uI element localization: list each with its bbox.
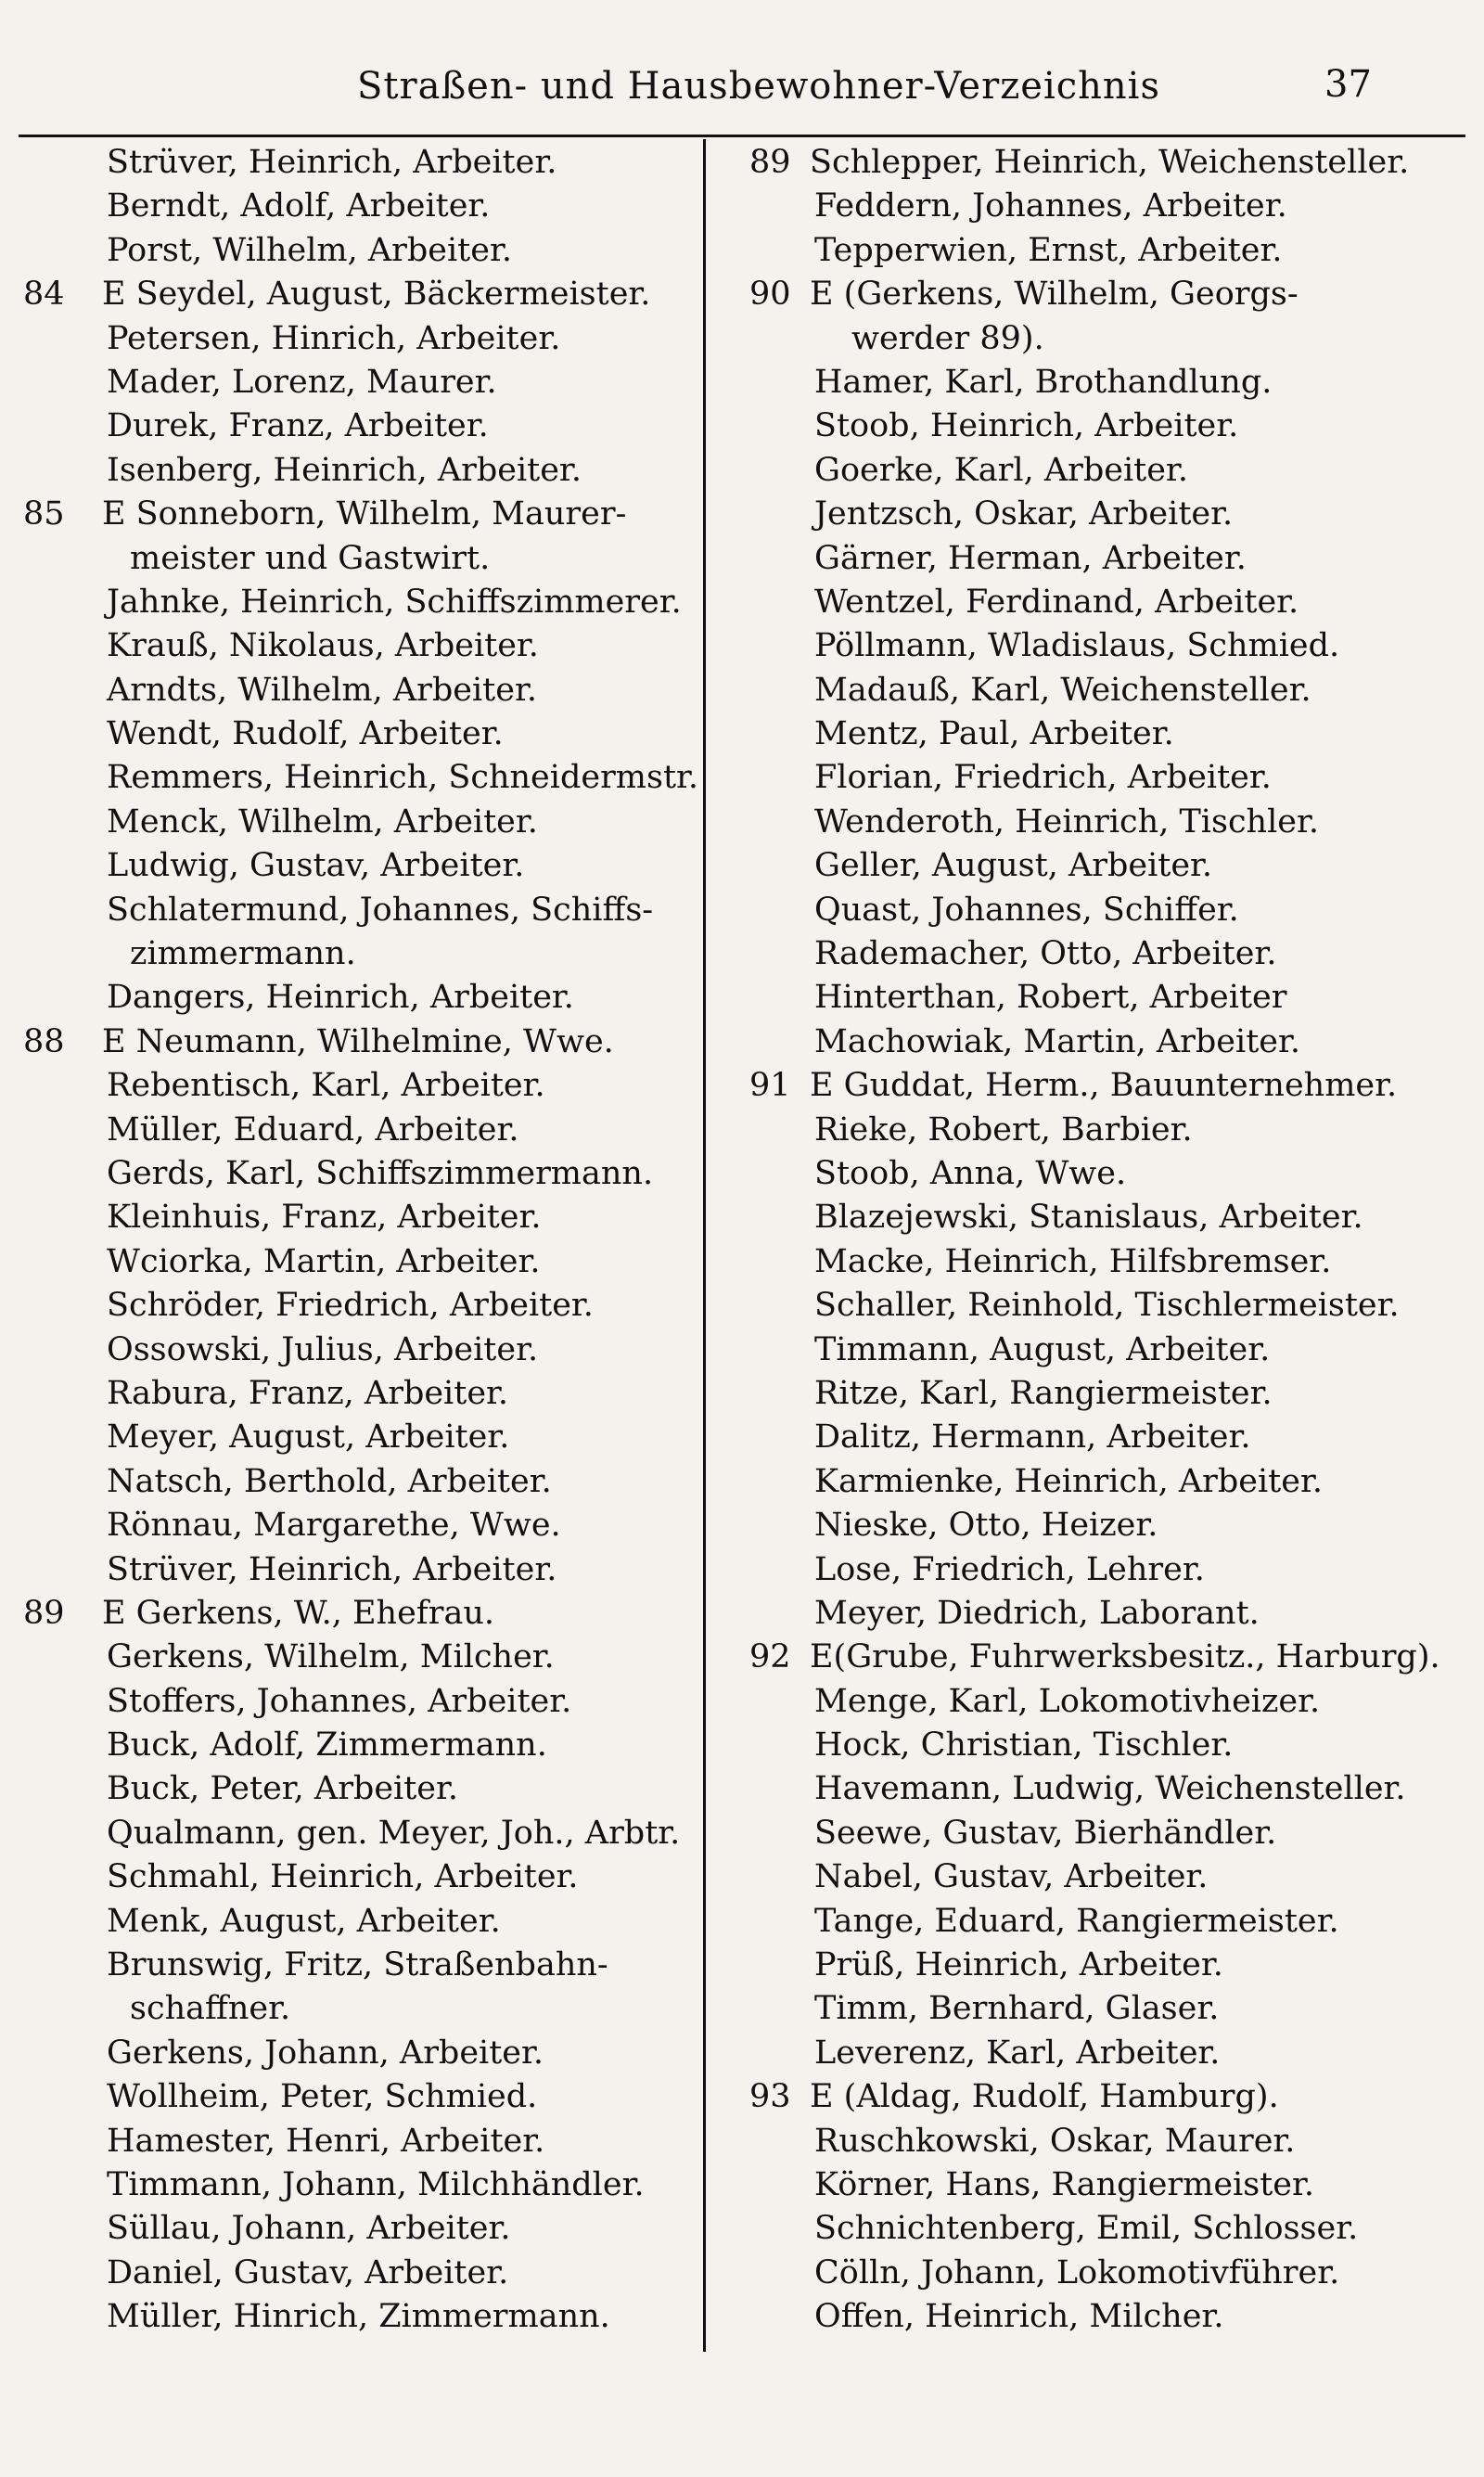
resident-line	[0, 712, 668, 756]
line-text: Geller, August, Arbeiter.	[814, 847, 1213, 885]
resident-line	[0, 1240, 668, 1284]
resident-line	[712, 404, 1380, 448]
line-text: Buck, Peter, Arbeiter.	[107, 1770, 459, 1808]
resident-line	[0, 2163, 668, 2207]
resident-line	[0, 1724, 668, 1767]
resident-line	[0, 1328, 668, 1372]
line-text: Wenderoth, Heinrich, Tischler.	[814, 802, 1320, 841]
house-entry	[0, 1592, 668, 1636]
line-text: Ruschkowski, Oskar, Maurer.	[814, 2122, 1296, 2160]
line-text: Strüver, Heinrich, Arbeiter.	[107, 1550, 557, 1588]
line-text: Schlepper, Heinrich, Weichensteller.	[810, 144, 1410, 181]
line-text: Nabel, Gustav, Arbeiter.	[814, 1858, 1209, 1896]
line-text: Cölln, Johann, Lokomotivführer.	[814, 2253, 1340, 2291]
resident-line	[712, 493, 1380, 536]
resident-line	[0, 1152, 668, 1196]
line-text: Menge, Karl, Lokomotivheizer.	[814, 1682, 1321, 1720]
resident-line	[712, 449, 1380, 493]
resident-line	[0, 185, 668, 228]
resident-line	[712, 2295, 1380, 2339]
resident-line	[712, 1109, 1380, 1152]
line-text: Leverenz, Karl, Arbeiter.	[814, 2034, 1221, 2072]
house-entry	[712, 1064, 1398, 1108]
line-text: Timmann, August, Arbeiter.	[814, 1330, 1271, 1368]
resident-line	[712, 1944, 1380, 1987]
line-text: meister und Gastwirt.	[130, 539, 491, 577]
line-text: Karmienke, Heinrich, Arbeiter.	[814, 1462, 1323, 1500]
resident-line	[712, 624, 1380, 668]
line-text: Prüß, Heinrich, Arbeiter.	[814, 1946, 1223, 1984]
resident-line	[712, 1504, 1380, 1547]
line-text: Stoob, Heinrich, Arbeiter.	[814, 407, 1239, 445]
resident-line	[712, 1284, 1400, 1328]
line-text: Gärner, Herman, Arbeiter.	[814, 539, 1247, 577]
resident-line	[712, 537, 1380, 581]
resident-line	[712, 581, 1380, 624]
line-text: Stoob, Anna, Wwe.	[814, 1154, 1127, 1192]
house-number: 89	[749, 144, 791, 181]
line-text: Timmann, Johann, Milchhändler.	[107, 2165, 645, 2203]
resident-line	[712, 1020, 1380, 1064]
line-text: zimmermann.	[130, 935, 356, 973]
house-number: 88	[23, 1022, 65, 1060]
resident-line	[712, 1855, 1380, 1899]
resident-line	[0, 1109, 668, 1152]
resident-line	[0, 1855, 668, 1899]
house-number: 92	[749, 1638, 791, 1676]
line-text: Rademacher, Otto, Arbeiter.	[814, 935, 1277, 973]
resident-line	[0, 801, 668, 844]
resident-line	[712, 361, 1380, 404]
house-entry	[712, 141, 1410, 185]
resident-line	[0, 2207, 668, 2251]
line-text: Wciorka, Martin, Arbeiter.	[107, 1242, 541, 1280]
house-number: 90	[749, 276, 791, 314]
house-number: 89	[23, 1594, 65, 1632]
line-text: Hock, Christian, Tischler.	[814, 1726, 1234, 1765]
line-text: Dalitz, Hermann, Arbeiter.	[814, 1418, 1251, 1457]
line-text: Menck, Wilhelm, Arbeiter.	[107, 802, 538, 841]
line-text: Wendt, Rudolf, Arbeiter.	[107, 715, 504, 753]
resident-line	[712, 712, 1380, 756]
resident-line	[0, 624, 668, 668]
resident-line	[712, 889, 1380, 932]
line-text: Mentz, Paul, Arbeiter.	[814, 715, 1174, 753]
resident-line	[712, 1724, 1380, 1767]
resident-line	[0, 889, 668, 932]
left-column	[0, 141, 699, 2340]
resident-line	[0, 1900, 668, 1944]
resident-line	[0, 1812, 681, 1855]
resident-line	[712, 801, 1380, 844]
resident-line	[0, 1767, 668, 1811]
resident-line	[0, 1504, 668, 1547]
line-text: Meyer, August, Arbeiter.	[107, 1418, 510, 1457]
line-text: werder 89).	[851, 319, 1044, 357]
line-text: Pöllmann, Wladislaus, Schmied.	[814, 627, 1340, 665]
line-text: Berndt, Adolf, Arbeiter.	[107, 187, 491, 225]
line-text: Isenberg, Heinrich, Arbeiter.	[107, 451, 582, 489]
resident-line	[0, 1372, 668, 1416]
resident-line	[712, 2207, 1380, 2251]
line-text: Jahnke, Heinrich, Schiffszimmerer.	[107, 583, 682, 621]
resident-line	[712, 756, 1380, 800]
resident-line	[712, 1372, 1380, 1416]
line-text: Daniel, Gustav, Arbeiter.	[107, 2253, 509, 2291]
line-text: Süllau, Johann, Arbeiter.	[107, 2210, 511, 2248]
line-text: Goerke, Karl, Arbeiter.	[814, 451, 1188, 489]
header-rule	[19, 135, 1465, 137]
resident-line	[712, 976, 1380, 1020]
resident-line	[0, 1460, 668, 1504]
line-text: Gerkens, Johann, Arbeiter.	[107, 2034, 544, 2072]
line-text: Seewe, Gustav, Bierhändler.	[814, 1814, 1277, 1852]
resident-line	[0, 756, 699, 800]
line-text: Wollheim, Peter, Schmied.	[107, 2078, 538, 2116]
line-text: E Gerkens, W., Ehefrau.	[102, 1594, 495, 1632]
line-text: Wentzel, Ferdinand, Arbeiter.	[814, 583, 1299, 621]
line-text: Krauß, Nikolaus, Arbeiter.	[107, 627, 539, 665]
resident-line	[712, 1152, 1380, 1196]
line-text: E Guddat, Herm., Bauunternehmer.	[810, 1067, 1398, 1105]
line-text: Gerds, Karl, Schiffszimmermann.	[107, 1154, 654, 1192]
resident-line	[0, 1284, 668, 1328]
continuation-line	[712, 317, 1380, 361]
line-text: Remmers, Heinrich, Schneidermstr.	[107, 759, 699, 797]
resident-line	[712, 1240, 1380, 1284]
line-text: Machowiak, Martin, Arbeiter.	[814, 1022, 1300, 1060]
resident-line	[0, 2032, 668, 2075]
resident-line	[0, 141, 668, 185]
page-header	[0, 56, 1484, 139]
house-entry	[0, 273, 668, 316]
resident-line	[0, 844, 668, 888]
line-text: Natsch, Berthold, Arbeiter.	[107, 1462, 552, 1500]
resident-line	[0, 1548, 668, 1592]
line-text: Offen, Heinrich, Milcher.	[814, 2298, 1224, 2336]
line-text: Rieke, Robert, Barbier.	[814, 1110, 1193, 1149]
line-text: Menk, August, Arbeiter.	[107, 1902, 501, 1940]
house-number: 93	[749, 2078, 791, 2116]
resident-line	[712, 2032, 1380, 2075]
line-text: Rönnau, Margarethe, Wwe.	[107, 1507, 561, 1545]
house-entry	[712, 1636, 1440, 1679]
resident-line	[712, 185, 1380, 228]
line-text: E(Grube, Fuhrwerksbesitz., Harburg).	[810, 1638, 1440, 1676]
line-text: Strüver, Heinrich, Arbeiter.	[107, 144, 557, 181]
line-text: Buck, Adolf, Zimmermann.	[107, 1726, 547, 1765]
line-text: Hamester, Henri, Arbeiter.	[107, 2122, 545, 2160]
line-text: E (Aldag, Rudolf, Hamburg).	[810, 2078, 1279, 2116]
page-title: Straßen- und Hausbewohner-Verzeichnis	[357, 65, 1161, 108]
resident-line	[0, 229, 668, 273]
house-entry	[0, 1020, 668, 1064]
line-text: Durek, Franz, Arbeiter.	[107, 407, 489, 445]
resident-line	[712, 1900, 1380, 1944]
line-text: Madauß, Karl, Weichensteller.	[814, 671, 1311, 709]
line-text: Havemann, Ludwig, Weichensteller.	[814, 1770, 1406, 1808]
line-text: E Neumann, Wilhelmine, Wwe.	[102, 1022, 614, 1060]
line-text: Blazejewski, Stanislaus, Arbeiter.	[814, 1199, 1363, 1237]
line-text: Körner, Hans, Rangiermeister.	[814, 2165, 1314, 2203]
resident-line	[0, 2120, 668, 2163]
resident-line	[712, 1416, 1380, 1459]
resident-line	[0, 361, 668, 404]
line-text: Jentzsch, Oskar, Arbeiter.	[814, 495, 1234, 533]
resident-line	[0, 581, 682, 624]
line-text: Hinterthan, Robert, Arbeiter	[814, 979, 1287, 1017]
house-entry	[712, 273, 1380, 316]
resident-line	[0, 669, 668, 712]
resident-line	[712, 1767, 1406, 1811]
resident-line	[712, 1460, 1380, 1504]
line-text: Rebentisch, Karl, Arbeiter.	[107, 1067, 545, 1105]
house-entry	[0, 493, 668, 536]
resident-line	[712, 2120, 1380, 2163]
line-text: E (Gerkens, Wilhelm, Georgs-	[810, 276, 1298, 314]
line-text: Schröder, Friedrich, Arbeiter.	[107, 1287, 594, 1325]
line-text: Tepperwien, Ernst, Arbeiter.	[814, 231, 1283, 269]
line-text: Macke, Heinrich, Hilfsbremser.	[814, 1242, 1332, 1280]
line-text: Arndts, Wilhelm, Arbeiter.	[107, 671, 537, 709]
line-text: Meyer, Diedrich, Laborant.	[814, 1594, 1260, 1632]
line-text: Lose, Friedrich, Lehrer.	[814, 1550, 1205, 1588]
line-text: Hamer, Karl, Brothandlung.	[814, 363, 1273, 401]
resident-line	[0, 976, 668, 1020]
resident-line	[712, 932, 1380, 976]
line-text: Florian, Friedrich, Arbeiter.	[814, 759, 1272, 797]
line-text: Rabura, Franz, Arbeiter.	[107, 1374, 509, 1412]
resident-line	[712, 229, 1380, 273]
resident-line	[712, 1680, 1380, 1724]
column-divider	[703, 139, 706, 2352]
line-text: Stoffers, Johannes, Arbeiter.	[107, 1682, 572, 1720]
line-text: Petersen, Hinrich, Arbeiter.	[107, 319, 561, 357]
line-text: Müller, Eduard, Arbeiter.	[107, 1110, 519, 1149]
resident-line	[712, 1812, 1380, 1855]
line-text: Porst, Wilhelm, Arbeiter.	[107, 231, 512, 269]
line-text: E Seydel, August, Bäckermeister.	[102, 276, 651, 314]
line-text: E Sonneborn, Wilhelm, Maurer-	[102, 495, 627, 533]
line-text: Mader, Lorenz, Maurer.	[107, 363, 497, 401]
line-text: Gerkens, Wilhelm, Milcher.	[107, 1638, 555, 1676]
resident-line	[712, 844, 1380, 888]
line-text: Dangers, Heinrich, Arbeiter.	[107, 979, 574, 1017]
line-text: schaffner.	[130, 1990, 291, 2028]
line-text: Quast, Johannes, Schiffer.	[814, 891, 1239, 929]
continuation-line	[0, 537, 668, 581]
resident-line	[0, 1636, 668, 1679]
resident-line	[712, 669, 1380, 712]
resident-line	[0, 1680, 668, 1724]
resident-line	[712, 2252, 1380, 2295]
resident-line	[0, 1064, 668, 1108]
line-text: Nieske, Otto, Heizer.	[814, 1507, 1158, 1545]
resident-line	[712, 2163, 1380, 2207]
line-text: Schaller, Reinhold, Tischlermeister.	[814, 1287, 1400, 1325]
house-number: 84	[23, 276, 65, 314]
continuation-line	[0, 1987, 668, 2031]
resident-line	[0, 1196, 668, 1239]
resident-line	[712, 1548, 1380, 1592]
line-text: Brunswig, Fritz, Straßenbahn-	[107, 1946, 608, 1984]
resident-line	[0, 2075, 668, 2119]
house-entry	[712, 2075, 1380, 2119]
resident-line	[712, 1987, 1380, 2031]
house-number: 85	[23, 495, 65, 533]
line-text: Müller, Hinrich, Zimmermann.	[107, 2298, 610, 2336]
resident-line	[0, 317, 668, 361]
line-text: Qualmann, gen. Meyer, Joh., Arbtr.	[107, 1814, 681, 1852]
line-text: Feddern, Johannes, Arbeiter.	[814, 187, 1287, 225]
line-text: Kleinhuis, Franz, Arbeiter.	[107, 1199, 542, 1237]
resident-line	[0, 404, 668, 448]
line-text: Ludwig, Gustav, Arbeiter.	[107, 847, 525, 885]
line-text: Schlatermund, Johannes, Schiffs-	[107, 891, 654, 929]
resident-line	[712, 1592, 1380, 1636]
resident-line	[0, 2295, 668, 2339]
house-number: 91	[749, 1067, 791, 1105]
resident-line	[712, 1196, 1380, 1239]
line-text: Schnichtenberg, Emil, Schlosser.	[814, 2210, 1359, 2248]
resident-line	[0, 1944, 668, 1987]
right-column	[712, 141, 1440, 2340]
continuation-line	[0, 932, 668, 976]
resident-line	[0, 449, 668, 493]
resident-line	[0, 2252, 668, 2295]
resident-line	[0, 1416, 668, 1459]
resident-line	[712, 1328, 1380, 1372]
line-text: Timm, Bernhard, Glaser.	[814, 1990, 1220, 2028]
line-text: Ritze, Karl, Rangiermeister.	[814, 1374, 1273, 1412]
line-text: Schmahl, Heinrich, Arbeiter.	[107, 1858, 579, 1896]
line-text: Ossowski, Julius, Arbeiter.	[107, 1330, 539, 1368]
page-number: 37	[1324, 63, 1372, 106]
line-text: Tange, Eduard, Rangiermeister.	[814, 1902, 1339, 1940]
